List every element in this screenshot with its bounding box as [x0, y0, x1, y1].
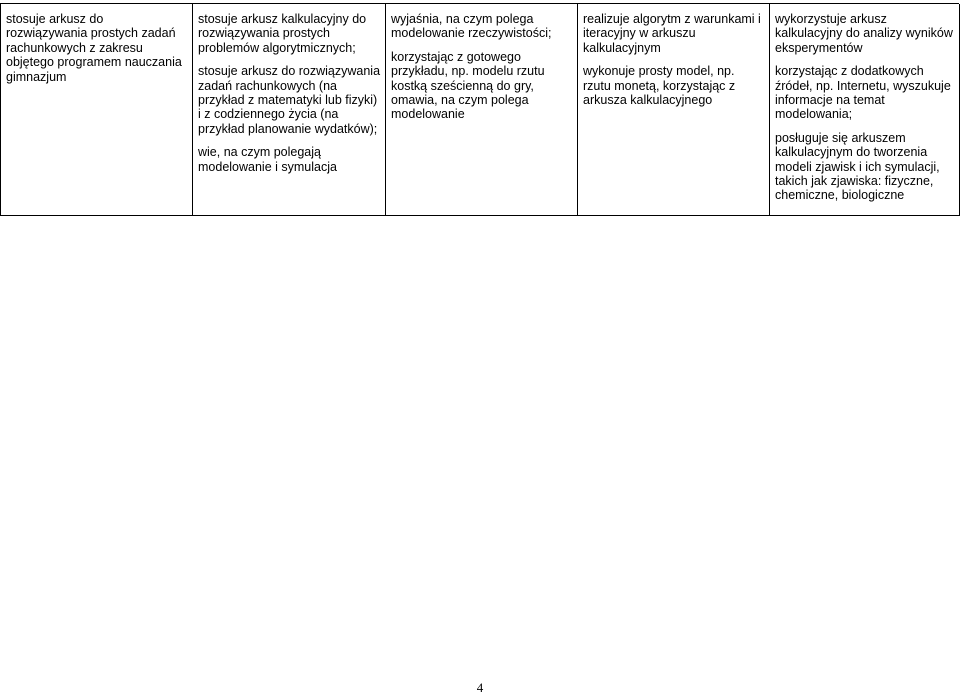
cell-paragraph: korzystając z gotowego przykładu, np. modelu rzutu kostką sześcienną do gry, omawia, na czym polega modelowanie — [391, 49, 545, 122]
table-cell-col-2 — [193, 4, 386, 216]
cell-paragraph: posługuje się arkuszem kalkulacyjnym do tworzenia modeli zjawisk i ich symulacji, takich jak zjawiska: fizyczne, chemiczne, biologiczne — [775, 130, 940, 203]
cell-paragraph: korzystając z dodatkowych źródeł, np. Internetu, wyszukuje informacje na temat modelowania; — [775, 64, 951, 122]
table-cell-col-1 — [1, 4, 193, 216]
cell-paragraph: wykonuje prosty model, np. rzutu monetą, korzystając z arkusza kalkulacyjnego — [583, 64, 736, 108]
table-cell-col-3 — [386, 4, 578, 216]
cell-paragraph: wykorzystuje arkusz kalkulacyjny do analizy wyników eksperymentów — [775, 12, 953, 55]
table-cell-col-5 — [770, 4, 960, 216]
cell-paragraph: stosuje arkusz kalkulacyjny do rozwiązywania prostych problemów algorytmicznych; — [198, 12, 367, 55]
cell-paragraph: wie, na czym polegają modelowanie i symulacja — [198, 145, 337, 174]
cell-paragraph: stosuje arkusz do rozwiązywania zadań rachunkowych (na przykład z matematyki lub fizyki) i z codziennego życia (na przykład planowanie wydatków); — [198, 64, 381, 136]
table-cell-col-4 — [578, 4, 770, 216]
cell-paragraph: stosuje arkusz do rozwiązywania prostych zadań rachunkowych z zakresu objętego programem nauczania gimnazjum — [6, 12, 182, 84]
cell-paragraph: wyjaśnia, na czym polega modelowanie rzeczywistości; — [391, 12, 552, 41]
page-number: 4 — [476, 680, 484, 695]
requirements-table — [0, 3, 959, 216]
cell-paragraph: realizuje algorytm z warunkami i iteracyjny w arkuszu kalkulacyjnym — [583, 12, 761, 55]
